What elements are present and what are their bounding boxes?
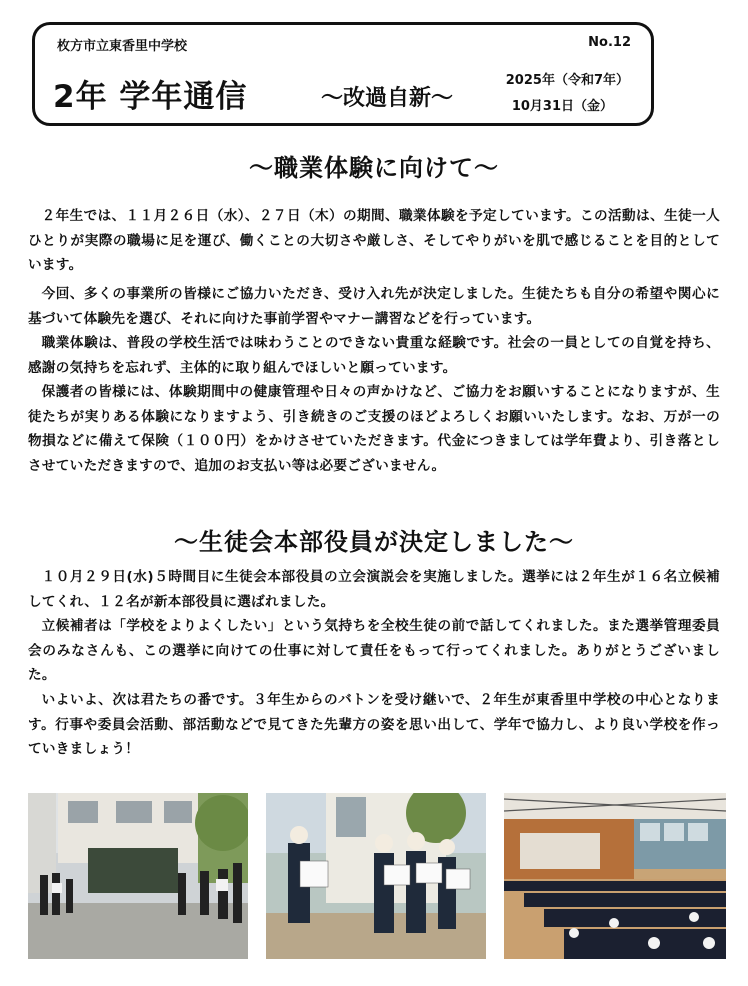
paragraph: 職業体験は、普段の学校生活では味わうことのできない貴重な経験です。社会の一員としての自覚を持ち、感謝の気持ちを忘れず、主体的に取り組んでほしいと願っています。 (28, 335, 720, 376)
paragraph: 立候補者は「学校をよりよくしたい」という気持ちを全校生徒の前で話してくれました。また選挙管理委員会のみなさんも、この選挙に向けての仕事に対して責任をもって行ってくれました。ありがとうございました。 (28, 618, 720, 684)
issue-year: 2025年（令和7年） (505, 73, 629, 88)
photo-students-outside-school (28, 793, 248, 959)
newsletter-title: 2年 学年通信 (53, 79, 248, 115)
paragraph: いよいよ、次は君たちの番です。３年生からのバトンを受け継いで、２年生が東香里中学校の中心となります。行事や委員会活動、部活動などで見てきた先輩方の姿を思い出して、学年で協力し、より良い学校を作っていきましょう！ (28, 692, 720, 758)
paragraph: 保護者の皆様には、体験期間中の健康管理や日々の声かけなど、ご協力をお願いすることになりますが、生徒たちが実りある体験になりますよう、引き続きのご支援のほどよろしくお願いいたします。なお、万が一の物損などに備えて保険（１００円）をかけさせていただきます。代金につきましては学年費より、引き落としさせていただきますので、追加のお支払い等は必要ございません。 (28, 384, 720, 474)
section-title-work-experience: ～職業体験に向けて～ (249, 154, 499, 182)
paragraph: １０月２９日(水)５時間目に生徒会本部役員の立会演説会を実施しました。選挙には２年生が１６名立候補してくれ、１２名が新本部役員に選ばれました。 (28, 569, 720, 610)
issue-date: 10月31日（金） (511, 99, 613, 114)
paragraph: 今回、多くの事業所の皆様にご協力いただき、受け入れ先が決定しました。生徒たちも自分の希望や関心に基づいて体験先を選び、それに向けた事前学習やマナー講習などを行っています。 (28, 286, 720, 327)
section-title-student-council: ～生徒会本部役員が決定しました～ (174, 528, 574, 556)
newsletter-header (32, 22, 654, 126)
photo-gymnasium-assembly (504, 793, 726, 959)
school-name: 枚方市立東香里中学校 (57, 39, 188, 54)
issue-number: No.12 (588, 35, 631, 50)
paragraph: ２年生では、１１月２６日（水）、２７日（木）の期間、職業体験を予定しています。この活動は、生徒一人ひとりが実際の職場に足を運び、働くことの大切さや厳しさ、そしてやりがいを肌で感じることを目的としています。 (28, 208, 720, 274)
newsletter-motto: ～改過自新～ (321, 86, 454, 111)
photo-candidates-with-signs (266, 793, 486, 959)
